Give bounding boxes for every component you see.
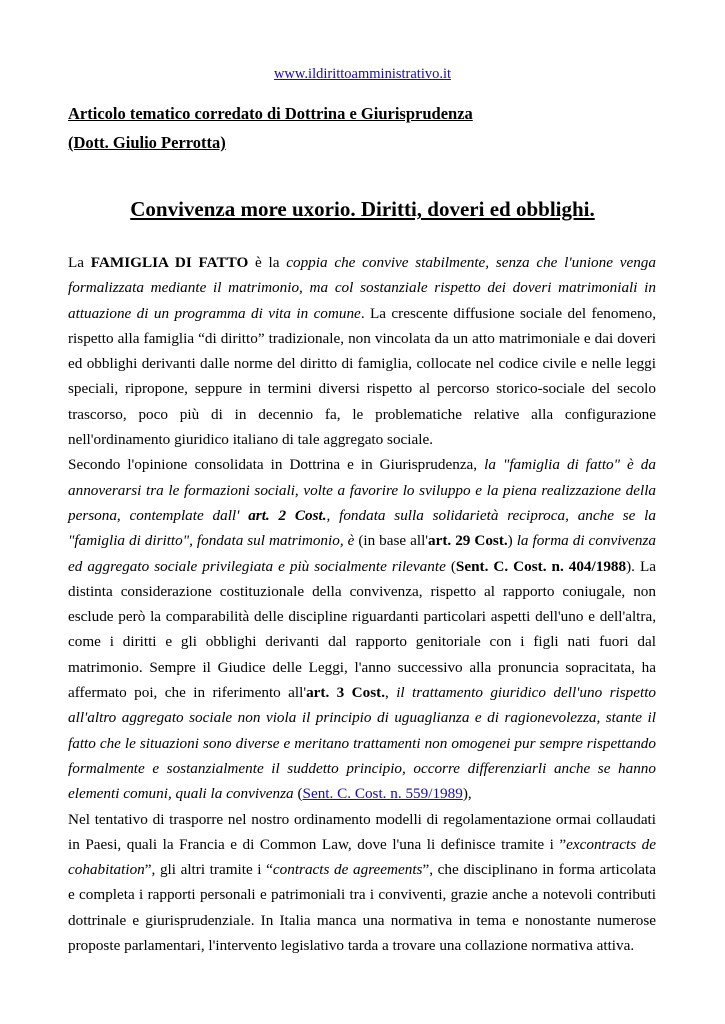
italic-quote: , fondata sulla solidarietà reciproca bbox=[326, 506, 566, 524]
text-span: ”, gli altri tramite i “ bbox=[144, 861, 273, 879]
text-span: Nel tentativo di trasporre nel nostro ordinamento modelli di regolamentazione ormai collaudati in Paesi, quali la Francia e di Common Law, dove l'una li definisce tramite i ” bbox=[68, 810, 656, 853]
bold-term: FAMIGLIA DI FATTO bbox=[90, 254, 249, 271]
article-reference: art. 3 Cost. bbox=[306, 684, 385, 702]
italic-quote: anche se la "famiglia di diritto", fondata sul matrimonio, è bbox=[68, 506, 656, 550]
document-title: Convivenza more uxorio. Diritti, doveri ed obblighi. bbox=[130, 197, 595, 221]
sentence-reference: Sent. C. Cost. n. 404/1988 bbox=[455, 557, 627, 575]
text-span: ( bbox=[293, 785, 303, 803]
text-span: , bbox=[385, 684, 397, 702]
text-span: Secondo l'opinione consolidata in Dottrina e in Giurisprudenza, bbox=[68, 456, 485, 474]
text-span: . La crescente diffusione sociale del fenomeno, rispetto alla famiglia “di diritto” tradizionale, non vincolata da un atto matrimoniale e dai doveri ed obblighi derivanti dalle norme del diritto di famiglia, collocate nel codice civile e nelle leggi speciali, ripropone, seppure in termini diversi rispetto al percorso storico-sociale del secolo trascorso, poco più di in decennio fa, le problematiche relative alla configurazione nell'ordinamento giuridico italiano di tale aggregato sociale. bbox=[68, 304, 657, 449]
italic-term: excontracts de cohabitation bbox=[68, 835, 657, 879]
text-span: ), bbox=[462, 785, 472, 803]
sentence-link[interactable]: Sent. C. Cost. n. 559/1989 bbox=[302, 785, 463, 803]
italic-quote: la "famiglia di fatto" è da annoverarsi tra le formazioni sociali bbox=[68, 456, 656, 499]
article-reference: art. 2 Cost. bbox=[248, 506, 327, 524]
paragraph-3 bbox=[68, 807, 656, 959]
text-span: La bbox=[68, 254, 91, 271]
italic-quote: il trattamento giuridico dell'uno rispetto all'altro aggregato sociale non viola il principio di uguaglianza e di ragionevolezza, stante il fatto che le situazioni sono diverse e meritano trattamenti non omogenei pur sempre rispettando formalmente e sostanzialmente il suddetto principio, occorre differenziarli anche se hanno elementi comuni, quali la convivenza bbox=[68, 684, 657, 803]
paragraph-1 bbox=[68, 250, 656, 452]
website-link[interactable]: www.ildirittoamministrativo.it bbox=[273, 66, 452, 82]
text-span: ) bbox=[507, 532, 517, 550]
text-span: è la bbox=[248, 254, 287, 271]
italic-definition: coppia che convive stabilmente, senza che l'unione venga formalizzata mediante il matrimonio, ma col sostanziale rispetto dei doveri matrimoniali in attuazione di un programma di vita in comune bbox=[68, 254, 656, 322]
text-span: , bbox=[294, 481, 304, 499]
text-span: (in base all' bbox=[354, 532, 429, 550]
text-span: , bbox=[565, 506, 578, 524]
text-span: ”, che disciplinano in forma articolata e completa i rapporti personali e patrimoniali tra i conviventi, grazie anche a notevoli contributi dottrinale e giurisprudenziale. In Italia manca una normativa in tema e nonostante numerose proposte parlamentari, l'intervento legislativo tarda a trovare una collazione normativa attiva. bbox=[68, 861, 657, 955]
italic-quote: la forma di convivenza ed aggregato sociale privilegiata e più socialmente rilevante bbox=[68, 532, 656, 575]
paragraph-2 bbox=[68, 452, 656, 806]
body-text bbox=[68, 250, 656, 958]
italic-quote: volte a favorire lo sviluppo e la piena realizzazione della persona, contemplate dall' bbox=[68, 481, 657, 524]
text-span: ). La distinta considerazione costituzionale della convivenza, rispetto al rapporto coniugale, non esclude però la comparabilità delle discipline riguardanti particolari aspetti dell'uno e dell'altra, come i diritti e gli obblighi derivanti dal rapporto genitoriale con i figli nati fuori dal matrimonio. Sempre il Giudice delle Leggi, l'anno successivo alla pronuncia sopracitata, ha affermato poi, che in riferimento all' bbox=[68, 557, 657, 702]
text-span: ( bbox=[445, 557, 456, 575]
italic-term: contracts de agreements bbox=[272, 861, 423, 879]
article-author: (Dott. Giulio Perrotta) bbox=[68, 133, 226, 152]
article-heading: Articolo tematico corredato di Dottrina e Giurisprudenza bbox=[68, 104, 473, 123]
article-reference: art. 29 Cost. bbox=[428, 532, 508, 550]
